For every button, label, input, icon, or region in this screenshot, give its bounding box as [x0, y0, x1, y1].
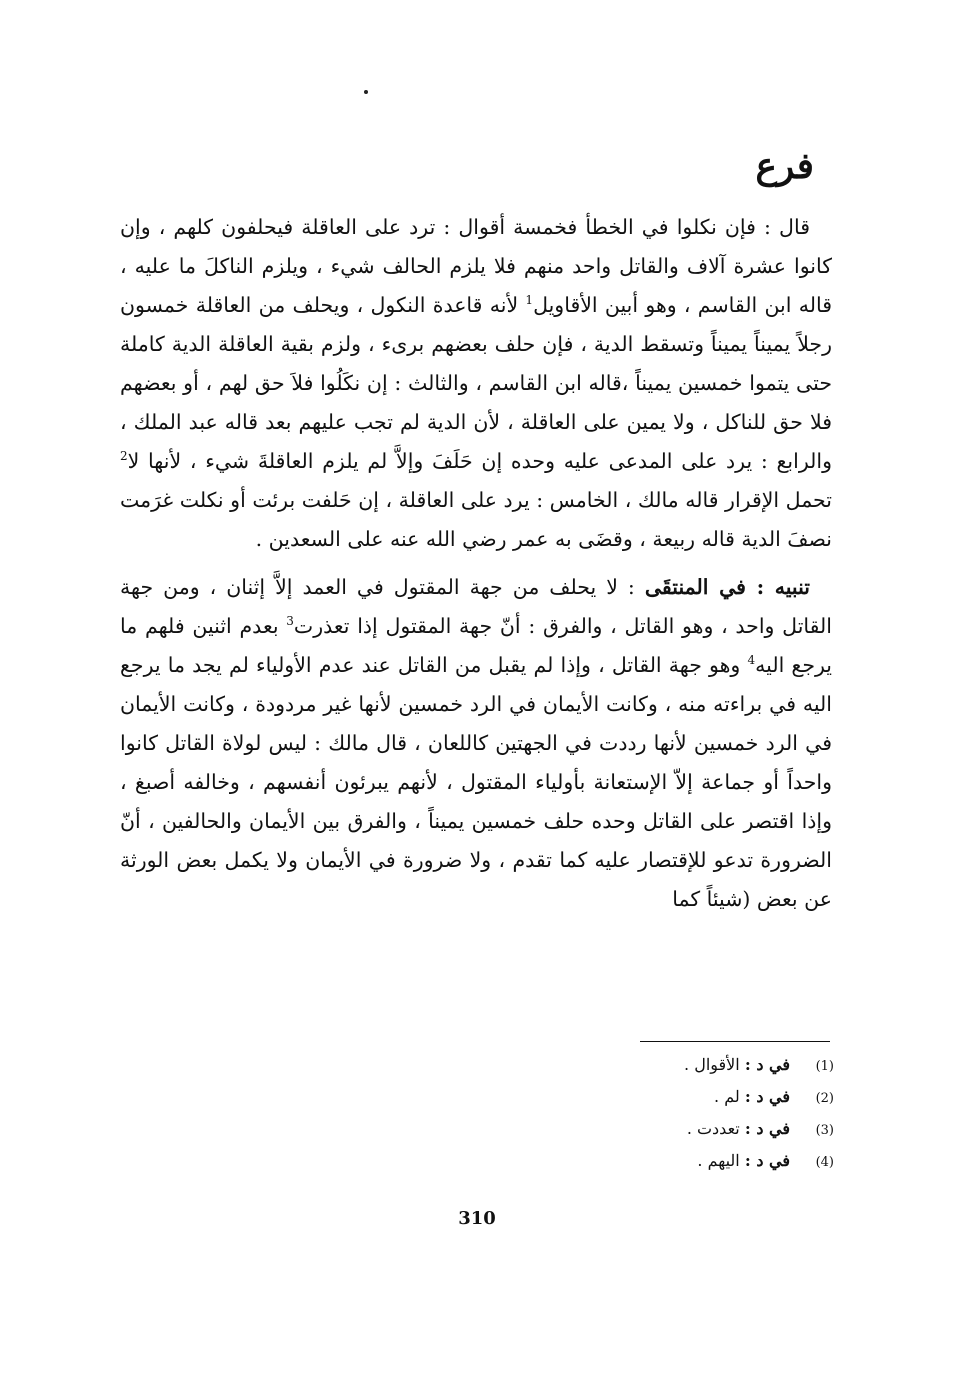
- footnote-2: [534, 1082, 834, 1114]
- footnote-number: (4): [815, 1155, 834, 1170]
- footnote-text: لم .: [714, 1087, 740, 1106]
- section-heading: فرع: [755, 145, 814, 187]
- footnote-ref-4: 4: [747, 653, 756, 668]
- paragraph-2-text-a: : لا يحلف من جهة المقتول في العمد إلاَّ إثنان ، ومن جهة القاتل واحد ، وهو القاتل ، والفرق : أنّ جهة المقتول إذا تعذرت: [120, 575, 832, 638]
- footnote-ref-1: 1: [525, 293, 534, 308]
- paragraph-1-text-c: تحمل الإقرار قاله مالك ، الخامس : يرد على العاقلة ، إن حَلفت برئت أو نكلت غرَمت نصفَ الدية قاله ربيعة ، وقضَى به عمر رضي الله عنه على السعدين .: [120, 488, 832, 551]
- footnote-ref-2: 2: [120, 449, 128, 464]
- footnote-source: في د :: [744, 1055, 790, 1074]
- footnote-text: الأقوال .: [684, 1055, 740, 1074]
- footnote-source: في د :: [744, 1087, 790, 1106]
- paragraph-2-lead: تنبيه : في المنتقَى: [644, 575, 811, 599]
- footnote-text: تعددت .: [686, 1119, 740, 1138]
- footnote-number: (2): [815, 1091, 834, 1106]
- paragraph-2-text-b: بعدم اثنين فلهم ما يرجع اليه: [120, 614, 833, 677]
- footnote-separator: [640, 1041, 830, 1042]
- footnote-source: في د :: [744, 1119, 790, 1138]
- paragraph-1: [120, 208, 832, 559]
- page-number: 310: [458, 1208, 496, 1229]
- footnote-number: (1): [815, 1059, 834, 1074]
- footnote-1: [534, 1050, 834, 1082]
- footnote-3: [534, 1114, 834, 1146]
- paragraph-2: [120, 568, 832, 919]
- paragraph-2-text-c: وهو جهة القاتل ، وإذا لم يقبل من القاتل عند عدم الأولياء لم يجد ما يرجع اليه في براءته منه ، وكانت الأيمان في الرد خمسين لأنها غير مردودة ، وكانت الأيمان في الرد خمسين لأنها رددت في الجهتين كاللعان ، قال مالك : ليس لولاة القاتل كانوا واحداً أو جماعة إلاّ الإستعانة بأولياء المقتول ، لأنهم يبرئون أنفسهم ، وخالفه أصبغ ، وإذا اقتصر على القاتل وحده حلف خمسين يميناً ، والفرق بين الأيمان والحالفين ، أنّ الضرورة تدعو للإقتصار عليه كما تقدم ، ولا ضرورة في الأيمان ولا يكمل بعض الورثة عن بعض (شيئاً كما: [120, 653, 832, 911]
- print-speck: [364, 90, 368, 94]
- footnote-text: اليهم .: [697, 1151, 740, 1170]
- footnotes: [534, 1050, 834, 1178]
- footnote-4: [534, 1146, 834, 1178]
- footnote-ref-3: 3: [286, 614, 294, 629]
- paragraph-1-text-a: قال : فإن نكلوا في الخطأ فخمسة أقوال : ترد على العاقلة فيحلفون كلهم ، وإن كانوا عشرة آلاف والقاتل واحد منهم فلا يلزم الحالف شيء ، ويلزم الناكلَ ما عليه ، قاله ابن القاسم ، وهو أبين الأقاويل: [120, 215, 833, 317]
- footnote-source: في د :: [744, 1151, 790, 1170]
- paragraph-1-text-b: لأنه قاعدة النكول ، ويحلف من العاقلة خمسون رجلاً يميناً يميناً وتسقط الدية ، فإن حلف بعضهم برىء ، ولزم بقية العاقلة الدية كاملة حتى يتموا خمسين يميناً ،قاله ابن القاسم ، والثالث : إن نكَلُوا فلاَ حق لهم ، أو بعضهم فلا حق للناكل ، ولا يمين على العاقلة ، لأن الدية لم تجب عليهم بعد قاله عبد الملك ، والرابع : يرد على المدعى عليه وحده إن حَلَفَ وإلاَّ لم يلزم العاقلةَ شيء ، لأنها لا: [120, 293, 832, 473]
- footnote-number: (3): [815, 1123, 834, 1138]
- main-text: [120, 208, 832, 919]
